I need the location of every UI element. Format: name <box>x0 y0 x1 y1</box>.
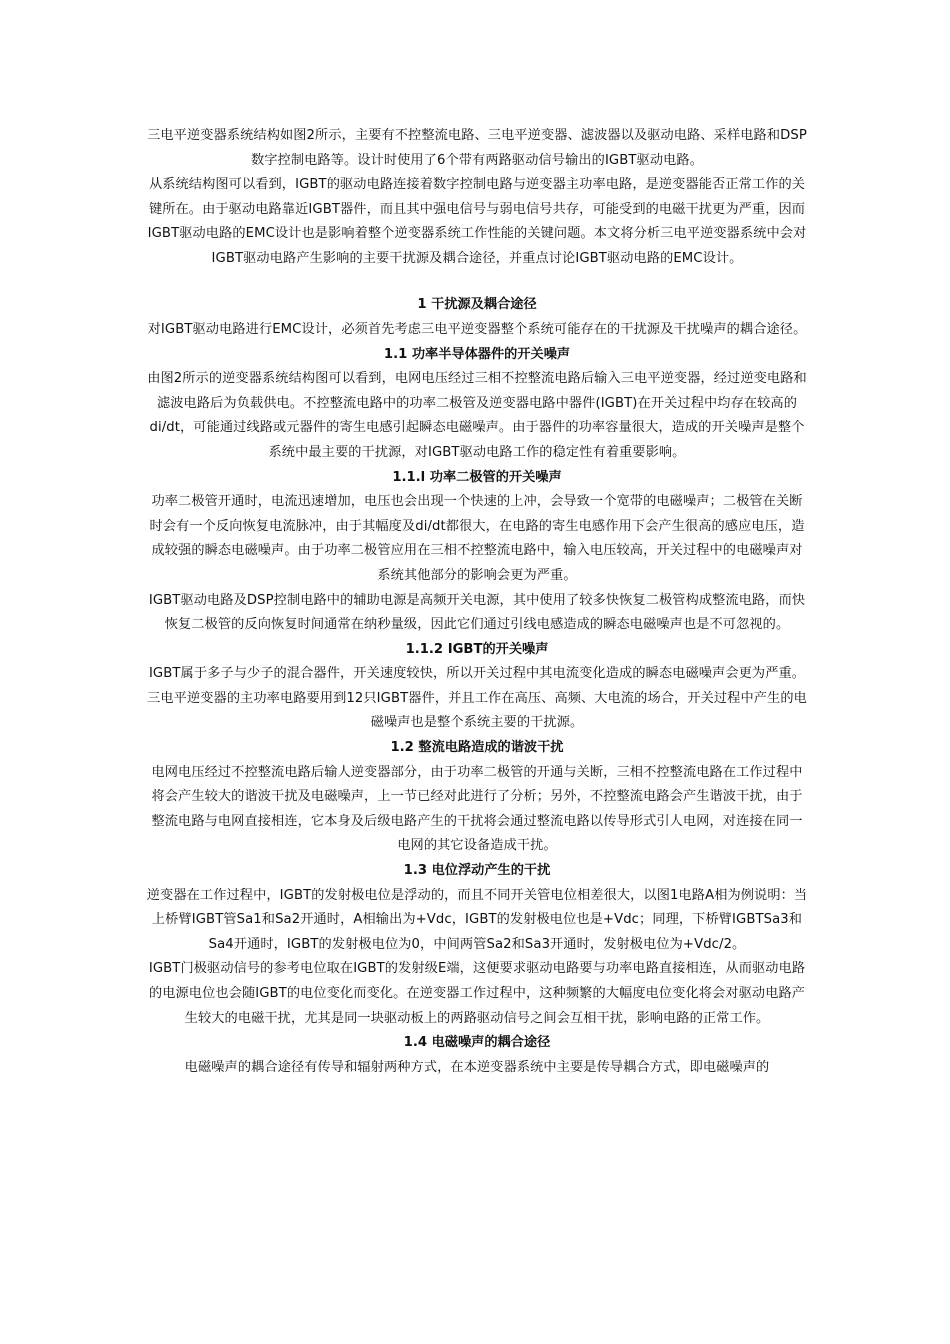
body-paragraph: IGBT门极驱动信号的参考电位取在IGBT的发射级E端，这便要求驱动电路要与功率电路直接相连，从而驱动电路的电源电位也会随IGBT的电位变化而变化。在逆变器工作过程中，这种频繁的大幅度电位变化将会对驱动电路产生较大的电磁干扰，尤其是同一块驱动板上的两路驱动信号之间会互相干扰，影响电路的正常工作。 <box>148 961 806 1026</box>
body-paragraph: 对IGBT驱动电路进行EMC设计，必须首先考虑三电平逆变器整个系统可能存在的干扰源及干扰噪声的耦合途径。 <box>147 321 807 337</box>
document-page <box>145 124 809 1080</box>
section-heading: 1 干扰源及耦合途径 <box>417 297 537 313</box>
intro-paragraph: 三电平逆变器系统结构如图2所示，主要有不控整流电路、三电平逆变器、滤波器以及驱动电路、采样电路和DSP数字控制电路等。设计时使用了6个带有两路驱动信号输出的IGBT驱动电路。 <box>147 128 807 168</box>
body-paragraph: 电网电压经过不控整流电路后输人逆变器部分，由于功率二极管的开通与关断，三相不控整流电路在工作过程中将会产生较大的谐波干扰及电磁噪声，上一节已经对此进行了分析；另外，不控整流电路会产生谐波干扰，由于整流电路与电网直接相连，它本身及后级电路产生的干扰将会通过整流电路以传导形式引人电网，对连接在同一电网的其它设备造成干扰。 <box>151 764 803 854</box>
body-paragraph: IGBT驱动电路及DSP控制电路中的辅助电源是高频开关电源，其中使用了较多快恢复二极管构成整流电路，而快恢复二极管的反向恢复时间通常在纳秒量级，因此它们通过引线电感造成的瞬态电磁噪声也是不可忽视的。 <box>148 592 806 633</box>
subsection-heading: 1.4 电磁噪声的耦合途径 <box>403 1035 551 1051</box>
body-paragraph: 由图2所示的逆变器系统结构图可以看到，电网电压经过三相不控整流电路后输入三电平逆变器，经过逆变电路和滤波电路后为负载供电。不控整流电路中的功率二极管及逆变器电路中器件(IGBT)在开关过程中均存在较高的di/dt，可能通过线路或元器件的寄生电感引起瞬态电磁噪声。由于器件的功率容量很大，造成的开关噪声是整个系统中最主要的干扰源，对IGBT驱动电路工作的稳定性有着重要影响。 <box>147 371 807 460</box>
section-gap <box>145 271 809 293</box>
body-paragraph: 电磁噪声的耦合途径有传导和辐射两种方式，在本逆变器系统中主要是传导耦合方式，即电磁噪声的 <box>184 1059 770 1075</box>
intro-paragraph: 从系统结构图可以看到，IGBT的驱动电路连接着数字控制电路与逆变器主功率电路，是逆变器能否正常工作的关键所在。由于驱动电路靠近IGBT器件，而且其中强电信号与弱电信号共存，可能受到的电磁干扰更为严重，因而IGBT驱动电路的EMC设计也是影响着整个逆变器系统工作性能的关键问题。本文将分析三电平逆变器系统中会对IGBT驱动电路产生影响的主要干扰源及耦合途径，并重点讨论IGBT驱动电路的EMC设计。 <box>147 177 807 266</box>
subsection-heading: 1.1 功率半导体器件的开关噪声 <box>383 346 571 362</box>
body-paragraph: 功率二极管开通时，电流迅速增加，电压也会出现一个快速的上冲，会导致一个宽带的电磁噪声；二极管在关断时会有一个反向恢复电流脉冲，由于其幅度及di/dt都很大，在电路的寄生电感作用下会产生很高的感应电压，造成较强的瞬态电磁噪声。由于功率二极管应用在三相不控整流电路中，输入电压较高，开关过程中的电磁噪声对系统其他部分的影响会更为严重。 <box>149 494 805 583</box>
body-paragraph: IGBT属于多子与少子的混合器件，开关速度较快，所以开关过程中其电流变化造成的瞬态电磁噪声会更为严重。三电平逆变器的主功率电路要用到12只IGBT器件，并且工作在高压、高频、大电流的场合，开关过程中产生的电磁噪声也是整个系统主要的干扰源。 <box>147 666 807 731</box>
subsection-heading: 1.2 整流电路造成的谐波干扰 <box>390 740 564 756</box>
body-paragraph: 逆变器在工作过程中，IGBT的发射极电位是浮动的，而且不同开关管电位相差很大，以图1电路A相为例说明：当上桥臂IGBT管Sa1和Sa2开通时，A相输出为+Vdc，IGBT的发射极电位也是+Vdc；同理，下桥臂IGBTSa3和Sa4开通时，IGBT的发射极电位为0，中间两管Sa2和Sa3开通时，发射极电位为+Vdc/2。 <box>146 887 808 952</box>
subsection-heading: 1.1.2 IGBT的开关噪声 <box>405 641 549 657</box>
subsection-heading: 1.3 电位浮动产生的干扰 <box>403 863 551 879</box>
subsection-heading: 1.1.l 功率二极管的开关噪声 <box>392 469 562 485</box>
